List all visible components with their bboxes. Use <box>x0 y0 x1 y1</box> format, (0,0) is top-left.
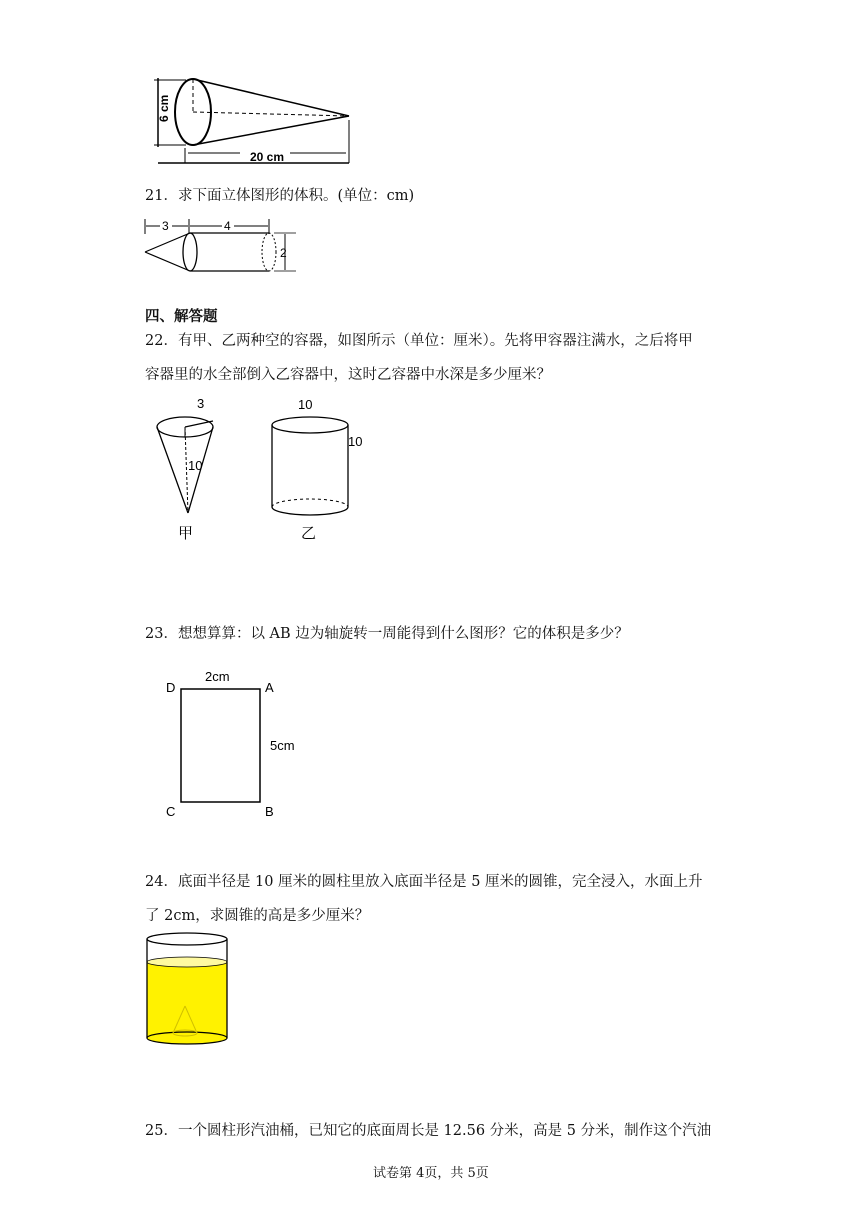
dim-4: 4 <box>224 219 231 233</box>
question-24-line1: 24．底面半径是 10 厘米的圆柱里放入底面半径是 5 厘米的圆锥，完全浸入，水面上升 <box>145 874 703 890</box>
cone-sideways-figure <box>150 70 360 170</box>
question-21: 21．求下面立体图形的体积。(单位：cm) <box>145 188 415 204</box>
cyl-diameter-label: 10 <box>298 397 313 412</box>
containers-figure <box>150 395 380 545</box>
water-cylinder-figure <box>143 929 233 1049</box>
top-length-label: 2cm <box>205 669 230 684</box>
rectangle-figure <box>160 664 310 824</box>
page-footer: 试卷第 4页，共 5页 <box>373 1166 489 1181</box>
water-bottom <box>147 1032 227 1044</box>
length-label: 20 cm <box>250 150 285 164</box>
dim-3: 3 <box>162 219 169 233</box>
cone-cylinder-figure <box>142 216 302 274</box>
label-C: C <box>166 804 176 819</box>
label-B: B <box>265 804 274 819</box>
dim-2: 2 <box>280 246 287 260</box>
cyl-name: 乙 <box>301 525 317 542</box>
cone-height-label: 10 <box>188 458 203 473</box>
side-length-label: 5cm <box>270 738 295 753</box>
cone-name: 甲 <box>178 525 194 542</box>
label-D: D <box>166 680 176 695</box>
cyl-height-label: 10 <box>348 434 363 449</box>
question-22-line1: 22．有甲、乙两种空的容器，如图所示（单位：厘米）。先将甲容器注满水，之后将甲 <box>145 333 693 349</box>
label-A: A <box>265 680 274 695</box>
question-23: 23．想想算算：以 AB 边为轴旋转一周能得到什么图形？它的体积是多少？ <box>145 626 629 642</box>
question-24-line2: 了 2cm，求圆锥的高是多少厘米？ <box>145 908 370 924</box>
water-body <box>147 962 227 1038</box>
cone-radius-label: 3 <box>197 396 205 411</box>
section-title: 四、解答题 <box>145 308 218 325</box>
question-22-line2: 容器里的水全部倒入乙容器中，这时乙容器中水深是多少厘米？ <box>145 367 551 383</box>
height-label: 6 cm <box>157 94 171 122</box>
question-25: 25．一个圆柱形汽油桶，已知它的底面周长是 12.56 分米，高是 5 分米，制作这个汽油 <box>145 1123 712 1139</box>
